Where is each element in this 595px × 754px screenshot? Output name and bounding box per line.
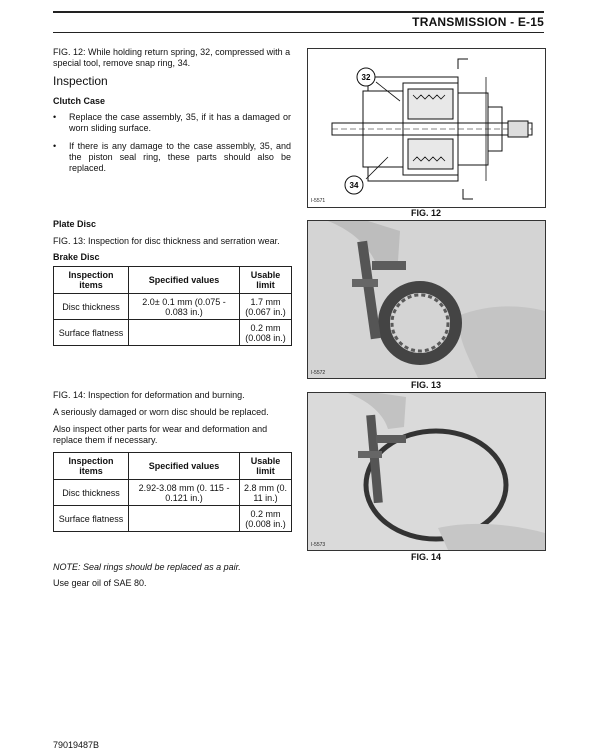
table-row — [54, 320, 292, 346]
col-header-limit: Usable limit — [240, 267, 292, 294]
callout-34-leader — [366, 157, 388, 179]
header-rule-bottom — [53, 32, 544, 33]
fig14-caption-text: Inspection for deformation and burning. — [88, 390, 245, 400]
col-header-items: Inspection items — [54, 453, 129, 480]
table-header-row — [54, 267, 292, 294]
cell-item: Disc thickness — [54, 294, 129, 320]
fig14-caption-label: FIG. 14: — [53, 390, 86, 400]
page-title: TRANSMISSION - E-15 — [412, 15, 544, 29]
col-header-specified: Specified values — [129, 267, 240, 294]
paragraph-inspect-parts: Also inspect other parts for wear and deformation and replace them if necessary. — [53, 424, 268, 445]
cell-specified: 2.92-3.08 mm (0. 115 - 0.121 in.) — [129, 480, 240, 506]
cell-item: Surface flatness — [54, 506, 129, 532]
header-rule — [53, 11, 544, 13]
col-header-items: Inspection items — [54, 267, 129, 294]
fig13-ref: I-5572 — [311, 370, 326, 376]
table-row — [54, 294, 292, 320]
fig12-ref: I-5571 — [311, 198, 326, 204]
cell-item: Disc thickness — [54, 480, 129, 506]
caliper-jaw — [376, 435, 406, 443]
fig12-caption-text: While holding return spring, 32, compressed with a special tool, remove snap ring, 34. — [53, 47, 291, 68]
table-row — [54, 506, 292, 532]
inspection-heading: Inspection — [53, 74, 108, 88]
fig14-photo — [307, 392, 546, 551]
table-row — [54, 480, 292, 506]
note-seal-rings: NOTE: Seal rings should be replaced as a pair. — [53, 562, 241, 572]
caliper-jaw — [372, 261, 406, 270]
cell-specified — [129, 320, 240, 346]
col-header-limit: Usable limit — [240, 453, 292, 480]
paragraph-replace-disc: A seriously damaged or worn disc should be replaced. — [53, 407, 269, 417]
fig12-caption — [53, 47, 293, 69]
cell-limit: 0.2 mm (0.008 in.) — [240, 320, 292, 346]
cell-item: Surface flatness — [54, 320, 129, 346]
bullet-item-2 — [53, 141, 291, 174]
plate-disc-heading: Plate Disc — [53, 219, 97, 229]
shaft-end — [508, 121, 528, 137]
brake-disc-spec-table — [53, 266, 292, 346]
callout-34-label: 34 — [349, 181, 359, 190]
fig13-illustration — [308, 221, 545, 378]
cell-limit: 1.7 mm (0.067 in.) — [240, 294, 292, 320]
cell-specified: 2.0± 0.1 mm (0.075 - 0.083 in.) — [129, 294, 240, 320]
fig12-label: FIG. 12 — [411, 208, 442, 218]
caliper-jaw — [352, 279, 378, 287]
col-header-specified: Specified values — [129, 453, 240, 480]
fig13-caption-text: Inspection for disc thickness and serration wear. — [88, 236, 280, 246]
cell-specified — [129, 506, 240, 532]
plate-disc-spec-table — [53, 452, 292, 532]
bullet-dot: • — [53, 112, 57, 122]
fig12-cross-section-drawing — [307, 48, 546, 208]
fig12-diagram — [308, 49, 545, 207]
cell-limit: 2.8 mm (0. 11 in.) — [240, 480, 292, 506]
clutch-case-bullets — [53, 112, 291, 174]
document-code: 79019487B — [53, 740, 100, 750]
callout-32-label: 32 — [361, 73, 371, 82]
fig13-label: FIG. 13 — [411, 380, 442, 390]
clutch-case-heading: Clutch Case — [53, 96, 106, 106]
fig14-label: FIG. 14 — [411, 552, 442, 562]
fig13-photo — [307, 220, 546, 379]
fig13-caption-label: FIG. 13: — [53, 236, 86, 246]
gear-oil-text: Use gear oil of SAE 80. — [53, 578, 147, 588]
fig14-ref: I-5573 — [311, 542, 326, 548]
fig13-caption — [53, 236, 313, 247]
fig14-caption — [53, 390, 293, 401]
bullet-item-1 — [53, 112, 291, 134]
bullet-dot: • — [53, 141, 57, 151]
fig12-caption-label: FIG. 12: — [53, 47, 86, 57]
caliper-jaw — [358, 451, 382, 458]
table-header-row — [54, 453, 292, 480]
bullet-text-1: Replace the case assembly, 35, if it has a damaged or worn sliding surface. — [69, 112, 291, 133]
cell-limit: 0.2 mm (0.008 in.) — [240, 506, 292, 532]
brake-disc-heading: Brake Disc — [53, 252, 100, 262]
bullet-text-2: If there is any damage to the case assembly, 35, and the piston seal ring, these parts should also be replaced. — [69, 141, 291, 173]
fig14-illustration — [308, 393, 545, 550]
